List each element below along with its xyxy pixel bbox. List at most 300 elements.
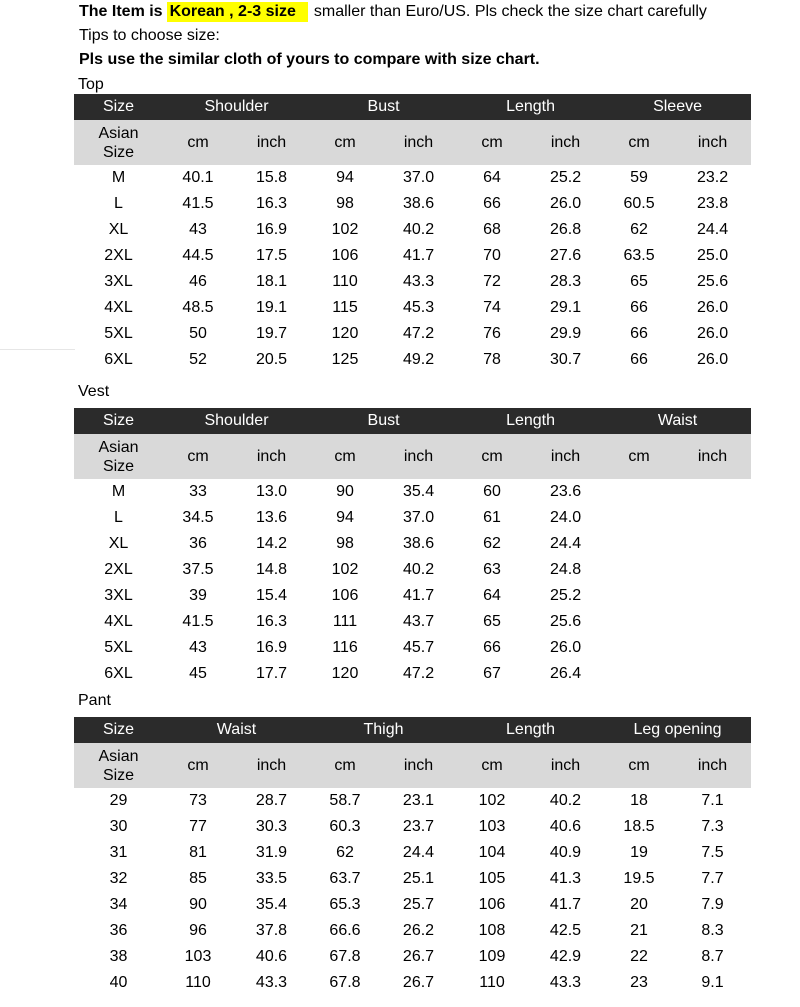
table-row [74,661,751,687]
measurement-cell: 110 [332,273,358,290]
table-row [74,295,751,321]
size-cell: M [111,169,126,186]
measurement-cell: 41.5 [182,195,214,212]
header-row [74,717,751,743]
unit-inch: inch [233,743,310,788]
unit-inch: inch [380,743,457,788]
measurement-cell: 94 [336,169,354,186]
measurement-cell: 48.5 [182,299,214,316]
measurement-cell: 90 [336,483,354,500]
measurement-cell: 68 [483,221,501,238]
table-row [74,321,751,347]
measurement-cell: 50 [189,325,207,342]
measurement-cell: 26.4 [549,665,582,682]
unit-inch: inch [674,120,751,165]
measurement-cell: 63.7 [329,870,361,887]
asian-size-line: Size [102,143,135,161]
table-row [74,269,751,295]
measurement-cell: 43.3 [402,273,435,290]
table-row [74,243,751,269]
measurement-cell: 103 [184,948,212,965]
measurement-cell: 25.1 [402,870,435,887]
measurement-cell: 46 [189,273,207,290]
unit-cm: cm [457,743,527,788]
unit-cm: cm [310,743,380,788]
asian-size-line: Asian [98,438,139,456]
measurement-cell [604,661,674,687]
measurement-cell: 35.4 [255,896,288,913]
measurement-cell: 110 [479,974,505,991]
size-cell: 2XL [104,247,133,264]
column-group-header: Sleeve [604,94,751,120]
measurement-cell [604,479,674,505]
measurement-cell: 40.2 [549,792,582,809]
size-cell: L [114,509,123,526]
measurement-cell: 67 [483,665,501,682]
measurement-cell: 38.6 [402,535,435,552]
header-row [74,408,751,434]
column-group-header: Leg opening [604,717,751,743]
measurement-cell: 60.3 [329,818,361,835]
measurement-cell: 40.2 [402,561,435,578]
measurement-cell [604,557,674,583]
column-group-header: Length [457,408,604,434]
measurement-cell: 40.2 [402,221,435,238]
measurement-cell: 38.6 [402,195,435,212]
measurement-cell: 14.8 [255,561,288,578]
measurement-cell: 14.2 [255,535,288,552]
measurement-cell: 65.3 [329,896,361,913]
measurement-cell: 65 [483,613,501,630]
measurement-cell: 60.5 [623,195,655,212]
measurement-cell: 23.1 [402,792,435,809]
size-cell: 4XL [104,299,133,316]
measurement-cell: 23.6 [549,483,582,500]
measurement-cell: 7.9 [701,896,724,913]
measurement-cell: 28.3 [549,273,582,290]
unit-inch: inch [233,434,310,479]
size-header: Size [74,717,163,743]
measurement-cell: 25.0 [696,247,729,264]
measurement-cell: 66 [630,299,648,316]
measurement-cell: 125 [331,351,359,368]
table-row [74,505,751,531]
measurement-cell: 43.3 [255,974,288,991]
measurement-cell [604,505,674,531]
measurement-cell: 98 [336,535,354,552]
asian-size-line: Size [102,766,135,784]
measurement-cell: 18 [630,792,648,809]
measurement-cell [604,531,674,557]
measurement-cell [674,609,751,635]
measurement-cell: 23.2 [696,169,729,186]
measurement-cell: 19.7 [255,325,288,342]
measurement-cell: 106 [478,896,506,913]
measurement-cell: 72 [483,273,501,290]
unit-inch: inch [674,434,751,479]
measurement-cell [674,635,751,661]
measurement-cell: 43.3 [549,974,582,991]
measurement-cell: 103 [478,818,506,835]
column-group-header: Length [457,94,604,120]
size-cell: 40 [109,974,128,991]
measurement-cell [674,583,751,609]
asian-size-line: Size [102,457,135,475]
measurement-cell: 70 [483,247,501,264]
measurement-cell: 17.7 [255,665,288,682]
table-row [74,347,751,373]
measurement-cell: 41.7 [402,587,435,604]
measurement-cell: 42.5 [549,922,582,939]
measurement-cell: 9.1 [701,974,724,991]
measurement-cell [674,557,751,583]
measurement-cell: 25.6 [549,613,582,630]
measurement-cell: 66.6 [329,922,361,939]
measurement-cell: 109 [478,948,506,965]
measurement-cell: 36 [189,535,207,552]
measurement-cell: 26.0 [549,639,582,656]
measurement-cell: 43.7 [402,613,435,630]
measurement-cell: 31.9 [255,844,288,861]
measurement-cell: 73 [189,792,207,809]
table-row [74,814,751,840]
measurement-cell: 40.6 [255,948,288,965]
measurement-cell: 7.3 [701,818,724,835]
measurement-cell: 15.4 [255,587,288,604]
measurement-cell: 34.5 [182,509,214,526]
size-cell: 2XL [104,561,133,578]
measurement-cell: 26.0 [696,299,729,316]
unit-cm: cm [163,743,233,788]
measurement-cell: 33 [189,483,207,500]
table-row [74,866,751,892]
measurement-cell: 76 [483,325,501,342]
measurement-cell: 28.7 [255,792,288,809]
measurement-cell: 104 [478,844,506,861]
asian-size-line: Asian [98,747,139,765]
measurement-cell: 25.2 [549,169,582,186]
measurement-cell: 26.7 [402,948,435,965]
asian-size-header [74,743,163,788]
section-title-top: Top [78,76,104,93]
measurement-cell: 22 [630,948,648,965]
measurement-cell: 16.9 [255,639,288,656]
unit-cm: cm [163,434,233,479]
measurement-cell: 40.9 [549,844,582,861]
table-row [74,557,751,583]
measurement-cell: 108 [478,922,506,939]
measurement-cell: 60 [483,483,501,500]
measurement-cell: 66 [483,195,501,212]
measurement-cell: 17.5 [255,247,288,264]
measurement-cell: 40.6 [549,818,582,835]
size-cell: 30 [109,818,128,835]
measurement-cell: 8.3 [701,922,724,939]
measurement-cell: 24.4 [402,844,435,861]
measurement-cell: 27.6 [549,247,582,264]
unit-row [74,434,751,479]
measurement-cell: 33.5 [255,870,288,887]
measurement-cell: 90 [189,896,207,913]
measurement-cell: 18.5 [623,818,655,835]
unit-cm: cm [604,120,674,165]
advice-text: Pls use the similar cloth of yours to compare with size chart. [79,51,540,68]
table-row [74,217,751,243]
measurement-cell: 67.8 [329,974,361,991]
unit-cm: cm [457,434,527,479]
table-row [74,892,751,918]
notice-prefix: The Item is [79,3,163,20]
measurement-cell: 111 [332,613,358,630]
measurement-cell: 29.1 [549,299,582,316]
unit-inch: inch [527,120,604,165]
divider [0,349,75,350]
measurement-cell: 62 [336,844,354,861]
table-row [74,840,751,866]
measurement-cell: 45.7 [402,639,435,656]
measurement-cell: 37.0 [402,509,435,526]
measurement-cell: 25.7 [402,896,435,913]
column-group-header: Waist [604,408,751,434]
measurement-cell: 16.9 [255,221,288,238]
measurement-cell: 62 [483,535,501,552]
measurement-cell: 85 [189,870,207,887]
measurement-cell: 8.7 [701,948,724,965]
size-notice [79,3,707,21]
measurement-cell: 16.3 [255,195,288,212]
table-row [74,583,751,609]
measurement-cell: 23 [630,974,648,991]
measurement-cell: 20 [630,896,648,913]
measurement-cell: 25.6 [696,273,729,290]
section-title-vest: Vest [78,383,110,400]
measurement-cell: 45 [189,665,207,682]
notice-suffix: smaller than Euro/US. Pls check the size chart carefully [313,3,707,20]
measurement-cell: 81 [189,844,207,861]
size-header: Size [74,94,163,120]
measurement-cell: 44.5 [182,247,214,264]
measurement-cell: 74 [483,299,501,316]
size-cell: 3XL [104,273,133,290]
measurement-cell: 13.0 [255,483,288,500]
measurement-cell: 58.7 [329,792,361,809]
measurement-cell: 26.0 [549,195,582,212]
table-row [74,165,751,191]
unit-cm: cm [457,120,527,165]
unit-row [74,743,751,788]
measurement-cell: 20.5 [255,351,288,368]
unit-row [74,120,751,165]
measurement-cell: 115 [332,299,358,316]
measurement-cell: 30.3 [255,818,288,835]
asian-size-line: Asian [98,124,139,142]
measurement-cell: 16.3 [255,613,288,630]
measurement-cell: 63 [483,561,501,578]
measurement-cell: 66 [630,351,648,368]
size-header: Size [74,408,163,434]
size-cell: 34 [109,896,128,913]
measurement-cell: 102 [331,561,359,578]
table-row [74,479,751,505]
size-table-vest [74,408,751,687]
notice-highlight: Korean , 2-3 size [167,2,308,22]
size-cell: 3XL [104,587,133,604]
unit-cm: cm [163,120,233,165]
measurement-cell: 47.2 [402,665,435,682]
unit-cm: cm [604,743,674,788]
measurement-cell: 96 [189,922,207,939]
measurement-cell: 18.1 [255,273,288,290]
measurement-cell: 120 [331,325,359,342]
measurement-cell [604,583,674,609]
measurement-cell: 41.7 [402,247,435,264]
measurement-cell: 61 [483,509,501,526]
measurement-cell: 7.1 [701,792,724,809]
measurement-cell: 24.4 [696,221,729,238]
measurement-cell: 66 [630,325,648,342]
unit-inch: inch [674,743,751,788]
tips-label: Tips to choose size: [79,27,220,44]
measurement-cell: 94 [336,509,354,526]
measurement-cell: 24.4 [549,535,582,552]
unit-inch: inch [380,120,457,165]
measurement-cell: 23.7 [402,818,435,835]
measurement-cell: 59 [630,169,648,186]
measurement-cell: 62 [630,221,648,238]
measurement-cell: 19 [630,844,648,861]
size-cell: 5XL [104,639,133,656]
measurement-cell: 63.5 [623,247,655,264]
measurement-cell: 15.8 [255,169,288,186]
measurement-cell [674,661,751,687]
table-row [74,609,751,635]
measurement-cell: 37.0 [402,169,435,186]
measurement-cell: 7.7 [701,870,724,887]
measurement-cell: 13.6 [255,509,288,526]
section-title-pant: Pant [78,692,111,709]
measurement-cell [604,609,674,635]
size-cell: 32 [109,870,128,887]
measurement-cell: 106 [331,587,359,604]
measurement-cell: 78 [483,351,501,368]
measurement-cell: 7.5 [701,844,724,861]
unit-cm: cm [310,120,380,165]
measurement-cell: 43 [189,221,207,238]
column-group-header: Shoulder [163,408,310,434]
measurement-cell: 64 [483,587,501,604]
measurement-cell: 77 [189,818,207,835]
column-group-header: Bust [310,94,457,120]
measurement-cell: 65 [630,273,648,290]
unit-cm: cm [604,434,674,479]
asian-size-header [74,120,163,165]
measurement-cell: 24.0 [549,509,582,526]
measurement-cell: 116 [332,639,358,656]
measurement-cell: 40.1 [182,169,214,186]
measurement-cell: 26.2 [402,922,435,939]
table-row [74,531,751,557]
measurement-cell: 120 [331,665,359,682]
table-row [74,191,751,217]
header-row [74,94,751,120]
measurement-cell: 41.7 [549,896,582,913]
table-row [74,788,751,814]
size-table-top [74,94,751,373]
table-row [74,635,751,661]
column-group-header: Length [457,717,604,743]
measurement-cell: 106 [331,247,359,264]
measurement-cell: 45.3 [402,299,435,316]
unit-inch: inch [527,743,604,788]
measurement-cell: 67.8 [329,948,361,965]
size-cell: 31 [109,844,128,861]
measurement-cell [674,479,751,505]
measurement-cell: 23.8 [696,195,729,212]
size-table-pant [74,717,751,996]
size-cell: 36 [109,922,128,939]
measurement-cell: 26.8 [549,221,582,238]
measurement-cell: 102 [478,792,506,809]
measurement-cell: 26.0 [696,325,729,342]
unit-inch: inch [233,120,310,165]
measurement-cell: 102 [331,221,359,238]
column-group-header: Shoulder [163,94,310,120]
measurement-cell: 42.9 [549,948,582,965]
table-row [74,944,751,970]
measurement-cell: 98 [336,195,354,212]
measurement-cell: 105 [478,870,506,887]
measurement-cell: 26.7 [402,974,435,991]
measurement-cell: 41.3 [549,870,582,887]
measurement-cell [604,635,674,661]
size-cell: L [114,195,123,212]
measurement-cell [674,505,751,531]
measurement-cell: 41.5 [182,613,214,630]
size-cell: XL [108,221,129,238]
size-cell: M [111,483,126,500]
unit-inch: inch [527,434,604,479]
measurement-cell: 47.2 [402,325,435,342]
measurement-cell [674,531,751,557]
measurement-cell: 49.2 [402,351,435,368]
measurement-cell: 64 [483,169,501,186]
table-row [74,918,751,944]
unit-inch: inch [380,434,457,479]
size-cell: 29 [109,792,128,809]
measurement-cell: 52 [189,351,207,368]
measurement-cell: 37.8 [255,922,288,939]
measurement-cell: 66 [483,639,501,656]
measurement-cell: 35.4 [402,483,435,500]
measurement-cell: 21 [630,922,648,939]
unit-cm: cm [310,434,380,479]
measurement-cell: 37.5 [182,561,214,578]
measurement-cell: 26.0 [696,351,729,368]
column-group-header: Waist [163,717,310,743]
size-cell: 38 [109,948,128,965]
size-cell: 6XL [104,351,133,368]
measurement-cell: 110 [185,974,211,991]
measurement-cell: 19.1 [255,299,288,316]
column-group-header: Thigh [310,717,457,743]
size-cell: XL [108,535,129,552]
table-row [74,970,751,996]
size-cell: 5XL [104,325,133,342]
measurement-cell: 29.9 [549,325,582,342]
column-group-header: Bust [310,408,457,434]
size-cell: 6XL [104,665,133,682]
measurement-cell: 25.2 [549,587,582,604]
